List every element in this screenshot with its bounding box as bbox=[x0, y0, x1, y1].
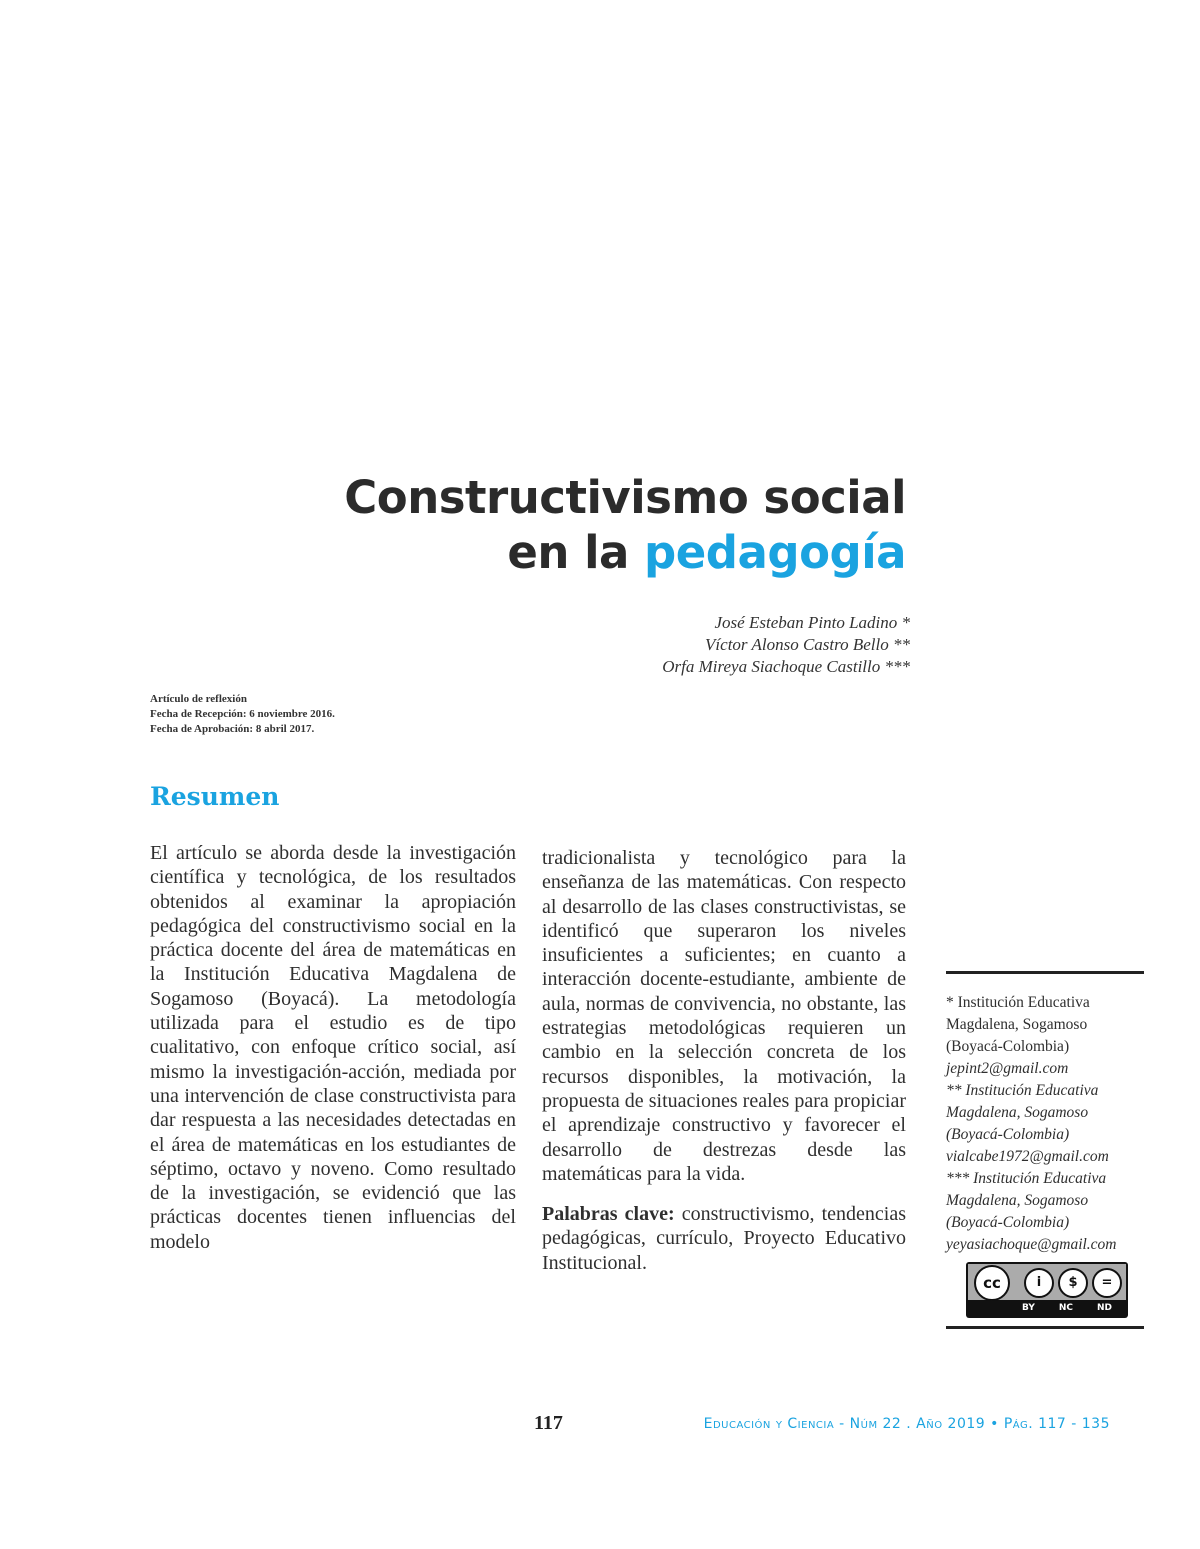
title-line-2-prefix: en la bbox=[507, 526, 629, 579]
affiliation-bottom-rule bbox=[946, 1326, 1144, 1329]
keywords-label: Palabras clave: bbox=[542, 1203, 675, 1226]
affiliation-2-line-1: ** Institución Educativa bbox=[946, 1082, 1099, 1099]
page-number: 117 bbox=[534, 1412, 563, 1434]
abstract-column-2 bbox=[542, 846, 906, 1275]
affiliations bbox=[946, 992, 1146, 1256]
affiliation-1-line-1: * Institución Educativa bbox=[946, 994, 1090, 1011]
affiliation-2-line-3: (Boyacá-Colombia) bbox=[946, 1126, 1070, 1143]
article-title bbox=[344, 470, 906, 580]
cc-badge-top bbox=[968, 1264, 1126, 1300]
author-1: José Esteban Pinto Ladino * bbox=[714, 613, 910, 632]
cc-label-nc: NC bbox=[1058, 1303, 1073, 1313]
affiliation-1-email[interactable]: jepint2@gmail.com bbox=[946, 1060, 1069, 1077]
affiliation-2-line-2: Magdalena, Sogamoso bbox=[946, 1104, 1089, 1121]
title-line-2-accent: pedagogía bbox=[644, 526, 906, 579]
affiliation-3-line-2: Magdalena, Sogamoso bbox=[946, 1192, 1089, 1209]
article-type: Artículo de reflexión bbox=[150, 693, 247, 705]
author-2: Víctor Alonso Castro Bello ** bbox=[705, 635, 910, 654]
cc-logo-icon: cc bbox=[974, 1265, 1010, 1301]
affiliation-3-email[interactable]: yeyasiachoque@gmail.com bbox=[946, 1236, 1117, 1253]
affiliation-1-line-2: Magdalena, Sogamoso bbox=[946, 1016, 1088, 1033]
affiliation-top-rule bbox=[946, 971, 1144, 974]
abstract-text-1: El artículo se aborda desde la investigación científica y tecnológica, de los resultados obtenidos al examinar la apropiación pedagógica del constructivismo social en la práctica docente del área de matemáticas en la Institución Educativa Magdalena de Sogamoso (Boyacá). La metodología utilizada para el estudio es de tipo cualitativo, con enfoque crítico social, así mismo la investigación-acción, mediada por una intervención de clase constructivista para dar respuesta a las necesidades detectadas en el área de matemáticas en los estudiantes de séptimo, octavo y noveno. Como resultado de la investigación, se evidenció que las prácticas docentes tienen influencias del modelo bbox=[150, 842, 516, 1253]
abstract-heading: Resumen bbox=[150, 782, 280, 811]
attribution-icon: i bbox=[1024, 1268, 1054, 1298]
noncommercial-icon: $ bbox=[1058, 1268, 1088, 1298]
keywords-text: constructivismo, tendencias pedagógicas, currículo, Proyecto Educativo Institucional. bbox=[542, 1203, 907, 1274]
article-metadata bbox=[150, 692, 335, 737]
affiliation-3-line-1: *** Institución Educativa bbox=[946, 1170, 1107, 1187]
noderivatives-icon: = bbox=[1092, 1268, 1122, 1298]
cc-badge-labels bbox=[1010, 1303, 1124, 1313]
keywords bbox=[542, 1202, 906, 1275]
cc-label-by: BY bbox=[1021, 1303, 1035, 1313]
journal-footer: Educación y Ciencia - Núm 22 . Año 2019 • Pág. 117 - 135 bbox=[703, 1416, 1110, 1432]
affiliation-1-line-3: (Boyacá-Colombia) bbox=[946, 1038, 1070, 1055]
author-3: Orfa Mireya Siachoque Castillo *** bbox=[662, 657, 910, 676]
author-list bbox=[662, 612, 910, 678]
reception-date: Fecha de Recepción: 6 noviembre 2016. bbox=[150, 708, 335, 720]
approval-date: Fecha de Aprobación: 8 abril 2017. bbox=[150, 723, 315, 735]
affiliation-3-line-3: (Boyacá-Colombia) bbox=[946, 1214, 1070, 1231]
affiliation-2-email[interactable]: vialcabe1972@gmail.com bbox=[946, 1148, 1109, 1165]
cc-label-nd: ND bbox=[1096, 1303, 1112, 1313]
cc-license-badge[interactable] bbox=[966, 1262, 1128, 1318]
title-line-1: Constructivismo social bbox=[344, 471, 906, 524]
abstract-column-1 bbox=[150, 841, 516, 1254]
abstract-text-2: tradicionalista y tecnológico para la enseñanza de las matemáticas. Con respecto al desarrollo de las clases constructivistas, se identificó que superaron los niveles insuficientes a suficientes; en cuanto a interacción docente-estudiante, ambiente de aula, normas de convivencia, no obstante, las estrategias metodológicas requieren un cambio en la selección concreta de los recursos disponibles, la motivación, la propuesta de situaciones reales para propiciar el aprendizaje constructivo y favorecer el desarrollo de destrezas desde las matemáticas para la vida. bbox=[542, 847, 906, 1185]
